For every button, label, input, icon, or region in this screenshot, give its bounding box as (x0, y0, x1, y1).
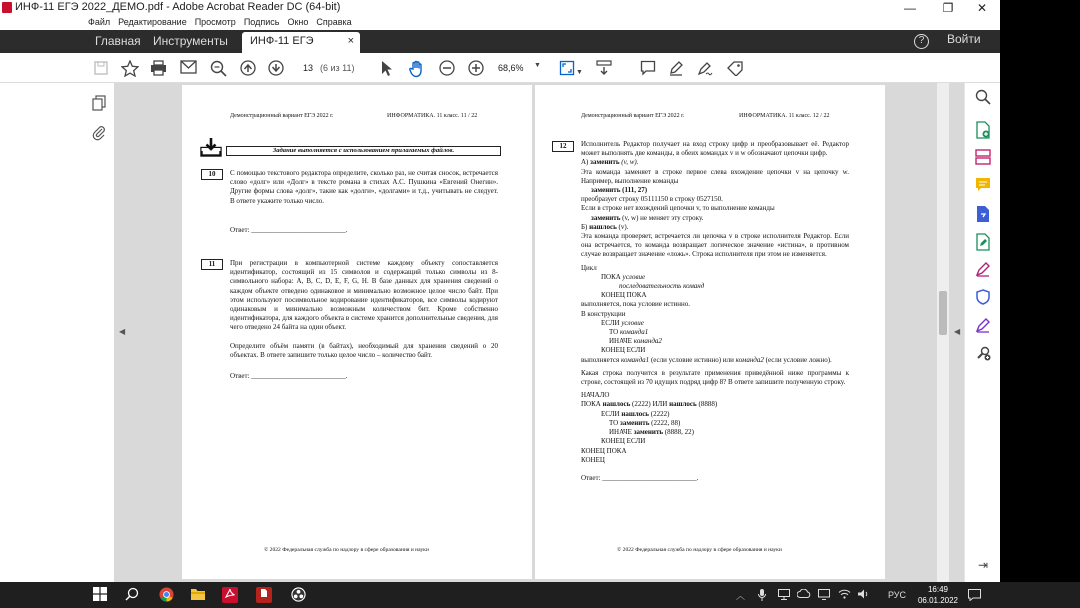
program-if: ЕСЛИ нашлось (2222) (601, 409, 670, 418)
task-11-answer: Ответ: ___________________________. (230, 372, 348, 380)
command-example: заменить (111, 27) (591, 186, 648, 195)
program-endif: КОНЕЦ ЕСЛИ (601, 437, 646, 446)
task-number-12: 12 (552, 141, 574, 152)
highlight-pen-icon[interactable] (668, 60, 684, 76)
document-viewer[interactable] (114, 83, 964, 582)
menu-sign[interactable]: Подпись (243, 17, 280, 27)
letterbox-bar (1000, 0, 1080, 582)
command-a-line: А) заменить (v, w). (581, 158, 639, 167)
export-pdf-icon[interactable] (974, 205, 992, 223)
task-11-text-2: Определите объём памяти (в байтах), необходимый для хранения сведений о 20 объектах. В ответе запишите только целое число – количество байт. (230, 342, 498, 360)
program-begin: НАЧАЛО (581, 391, 610, 400)
main-toolbar (0, 53, 1080, 83)
page-footer: © 2022 Федеральная служба по надзору в сфере образования и науки (617, 547, 782, 553)
command-b-desc: Эта команда проверяет, встречается ли цепочка v в строке исполнителя Редактор. Если она встречается, то команда возвращает логическое значение «истина», в противном случае возвращает значение «ложь». Строка исполнителя при этом не изменяется. (581, 232, 849, 259)
else-line: ИНАЧЕ команда2 (609, 337, 662, 346)
create-pdf-icon[interactable] (974, 121, 992, 139)
page-header-left: Демонстрационный вариант ЕГЭ 2022 г. (230, 113, 334, 119)
command-example-result: преобразует строку 05111150 в строку 0527150. (581, 195, 723, 204)
wifi-icon[interactable] (838, 589, 851, 601)
close-window-button[interactable]: ✕ (976, 1, 988, 15)
windows-taskbar (0, 582, 1080, 608)
input-language-indicator[interactable]: РУС (888, 590, 907, 600)
task-number-11: 11 (201, 259, 223, 270)
tab-document[interactable] (242, 32, 360, 53)
program-then: ТО заменить (2222, 88) (609, 418, 681, 427)
clock-date: 06.01.2022 (917, 596, 959, 605)
page-footer: © 2022 Федеральная служба по надзору в сфере образования и науки (264, 547, 429, 553)
comment-icon[interactable] (640, 60, 656, 76)
network-ethernet-icon[interactable] (778, 589, 790, 602)
page-count-label: (6 из 11) (320, 63, 355, 73)
microphone-icon[interactable] (758, 589, 766, 603)
files-banner: Задание выполняется с использованием прилагаемых файлов. (226, 146, 501, 156)
clock-time: 16:49 (927, 585, 949, 594)
task-12-question: Какая строка получится в результате применения приведённой ниже программы к строке, состоящей из 70 идущих подряд цифр 8? В ответе запишите полученную строку. (581, 368, 849, 387)
search-taskbar-icon[interactable] (124, 587, 140, 603)
minimize-button[interactable]: — (904, 1, 916, 15)
pdf-page-12 (535, 85, 885, 579)
page-header-right: ИНФОРМАТИКА. 11 класс. 11 / 22 (387, 113, 478, 119)
pdf-page-11 (182, 85, 532, 579)
protect-shield-icon[interactable] (974, 289, 992, 307)
program-else: ИНАЧЕ заменить (8888, 22) (609, 428, 695, 437)
program-end: КОНЕЦ (581, 455, 605, 464)
select-cursor-icon[interactable] (380, 60, 394, 77)
command-b-line: Б) нашлось (v). (581, 222, 629, 231)
if-intro: В конструкции (581, 309, 626, 318)
tab-document-label: ИНФ-11 ЕГЭ (250, 35, 314, 47)
monitor-display-icon[interactable] (818, 589, 830, 602)
search-tool-icon[interactable] (974, 89, 992, 107)
bookmark-star-icon[interactable] (121, 60, 139, 77)
page-header-left: Демонстрационный вариант ЕГЭ 2022 г. (581, 113, 685, 119)
fit-page-dropdown-chevron-icon[interactable]: ▼ (576, 69, 583, 76)
loop-body-line: последовательность команд (619, 282, 705, 291)
maximize-button[interactable]: ❐ (942, 1, 954, 15)
page-header-right: ИНФОРМАТИКА. 11 класс. 12 / 22 (739, 113, 830, 119)
loop-while-line: ПОКА условие (601, 272, 646, 281)
save-icon[interactable] (93, 60, 109, 76)
command-a-desc: Эта команда заменяет в строке первое слева вхождение цепочки v на цепочку w. Например, выполнение команды (581, 167, 849, 185)
scroll-mode-icon[interactable] (596, 60, 612, 76)
right-panel-collapse-icon[interactable]: ◀ (954, 327, 961, 336)
organize-pages-icon[interactable] (974, 149, 992, 167)
loop-intro: Цикл (581, 263, 597, 272)
obs-recorder-icon[interactable] (290, 587, 306, 603)
endif-line: КОНЕЦ ЕСЛИ (601, 346, 646, 355)
edit-pdf-icon[interactable] (974, 233, 992, 251)
scrollbar-thumb[interactable] (939, 291, 947, 335)
file-explorer-icon[interactable] (190, 587, 206, 603)
zoom-level[interactable]: 68,6% (498, 63, 524, 73)
task-11-text: При регистрации в компьютерной системе каждому объекту сопоставляется идентификатор, состоящий из 15 символов и содержащий только символы из 8-символьного набора: А, В, C, D, Е, F, G, H. В базе данных для хранения сведений о каждом объекте отведено одинаковое и минимально возможное целое число байт. При этом используют посимвольное кодирование идентификаторов, все символы кодируют одинаковым и минимально возможным количеством бит. Кроме собственно идентификатора, для каждого объекта в системе хранится дополнительные сведения, для чего отведено 24 байта на один объект. (230, 259, 498, 332)
collapse-tools-pane-icon[interactable]: ⇥ (977, 558, 989, 572)
cloud-sync-icon[interactable] (797, 589, 811, 600)
download-file-icon (200, 137, 222, 162)
then-line: ТО команда1 (609, 328, 649, 337)
search-zoom-icon[interactable] (210, 60, 227, 77)
page-number-input[interactable]: 13 (302, 63, 313, 73)
chrome-browser-icon[interactable] (158, 587, 174, 603)
start-windows-icon[interactable] (92, 587, 108, 603)
menu-edit[interactable]: Редактирование (118, 17, 187, 27)
tab-tools[interactable]: Инструменты (153, 34, 228, 48)
program-while: ПОКА нашлось (2222) ИЛИ нашлось (8888) (581, 400, 718, 409)
sign-in-button[interactable]: Войти (947, 32, 981, 46)
tab-close-button[interactable]: × (347, 35, 354, 47)
task-10-answer: Ответ: ___________________________. (230, 226, 348, 234)
fit-page-icon[interactable] (559, 60, 575, 76)
if-desc: выполняется команда1 (если условие истинно) или команда2 (если условие ложно). (581, 355, 832, 364)
red-app-taskbar-icon[interactable] (256, 587, 272, 603)
task-12-intro: Исполнитель Редактор получает на вход строку цифр и преобразовывает её. Редактор может выполнять две команды, в обеих командах v и w обозначают цепочки цифр. (581, 140, 849, 158)
tray-overflow-chevron-icon[interactable]: ︿ (736, 591, 746, 601)
task-12-body (581, 140, 849, 483)
notifications-icon[interactable] (968, 589, 981, 603)
command-a-note: Если в строке нет вхождений цепочки v, то выполнение команды (581, 204, 775, 213)
menu-file[interactable]: Файл (88, 17, 111, 27)
page-thumbnails-icon[interactable] (92, 95, 106, 114)
print-icon[interactable] (150, 60, 167, 76)
email-icon[interactable] (180, 60, 197, 74)
tab-home[interactable]: Главная (95, 34, 141, 48)
menu-view[interactable]: Просмотр (194, 17, 236, 27)
menu-help[interactable]: Справка (316, 17, 352, 27)
task-10-text: С помощью текстового редактора определите, сколько раз, не считая сносок, встречается слово «долг» или «Долг» в тексте романа в стихах А.С. Пушкина «Евгений Онегин». Другие формы слова «долг», такие как «долги», «долгами» и т.д., учитывать не следует. В ответе укажите только число. (230, 169, 498, 205)
previous-page-icon[interactable] (240, 60, 256, 76)
program-endwhile: КОНЕЦ ПОКА (581, 446, 627, 455)
system-clock[interactable] (916, 584, 960, 606)
loop-end-line: КОНЕЦ ПОКА (601, 291, 647, 300)
acrobat-app-icon (2, 2, 12, 13)
hand-tool-icon[interactable] (408, 60, 426, 78)
help-button[interactable]: ? (914, 34, 929, 49)
command-a-note-2: заменить (v, w) не меняет эту строку. (591, 213, 704, 222)
menu-bar (0, 16, 1080, 30)
comment-tool-icon[interactable] (974, 177, 992, 195)
fill-sign-icon[interactable] (726, 60, 744, 76)
right-tools-panel (964, 83, 1000, 582)
tab-bar (0, 30, 1080, 53)
task-number-10: 10 (201, 169, 223, 180)
if-line: ЕСЛИ условие (601, 318, 644, 327)
zoom-out-icon[interactable] (439, 60, 455, 76)
vertical-scrollbar[interactable] (937, 83, 949, 582)
task-12-answer: Ответ: ___________________________. (581, 473, 699, 482)
acrobat-taskbar-icon[interactable] (222, 587, 238, 603)
left-panel-collapse-icon[interactable]: ◀ (119, 327, 126, 336)
menu-window[interactable]: Окно (287, 17, 309, 27)
more-tools-icon[interactable] (974, 345, 992, 363)
attachments-paperclip-icon[interactable] (92, 125, 106, 144)
left-nav-panel (0, 83, 114, 582)
zoom-dropdown-chevron-icon[interactable]: ▼ (534, 62, 541, 69)
zoom-in-icon[interactable] (468, 60, 484, 76)
loop-desc: выполняется, пока условие истинно. (581, 300, 691, 309)
draw-sign-icon[interactable] (697, 60, 713, 76)
request-signature-icon[interactable] (974, 317, 992, 335)
title-bar (0, 0, 1080, 16)
fill-and-sign-icon[interactable] (974, 261, 992, 279)
window-title: ИНФ-11 ЕГЭ 2022_ДЕМО.pdf - Adobe Acrobat Reader DC (64-bit) (15, 1, 341, 13)
next-page-icon[interactable] (268, 60, 284, 76)
volume-speaker-icon[interactable] (858, 589, 870, 601)
